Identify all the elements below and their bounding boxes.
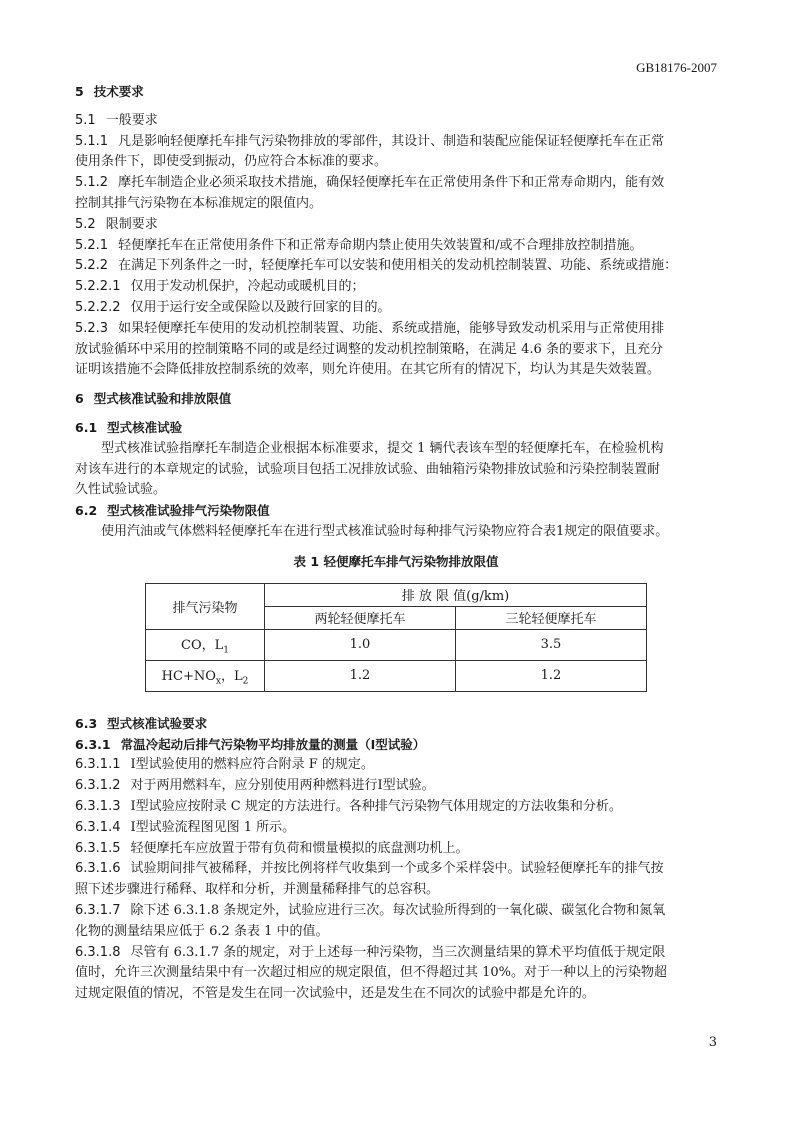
clause-6-3-1-2: 6.3.1.2 对于两用燃料车，应分别使用两种燃料进行Ⅰ型试验。: [75, 778, 435, 794]
section-6-3-heading: 6.3 型式核准试验要求: [75, 715, 208, 731]
standard-number: GB18176-2007: [636, 60, 717, 75]
header-two-wheel: 两轮轻便摩托车: [265, 606, 456, 629]
section-6-1-text-cont2: 久性试验试验。: [75, 482, 167, 498]
clause-5-2-3: 5.2.3 如果轻便摩托车使用的发动机控制装置、功能、系统或措施，能够导致发动机采用与正常使用排: [75, 320, 665, 336]
page-number: 3: [708, 1035, 717, 1050]
clause-5-1-2: 5.1.2 摩托车制造企业必须采取技术措施，确保轻便摩托车在正常使用条件下和正常寿命期内，能有效: [75, 175, 665, 191]
limit-three-wheel: 3.5: [456, 629, 647, 660]
section-6-1-heading: 6.1 型式核准试验: [75, 419, 183, 435]
clause-5-2-3-cont2: 证明该措施不会降低排放控制系统的效率，则允许使用。在其它所有的情况下，均认为其是失效装置。: [75, 362, 661, 378]
clause-6-3-1-7-cont: 化物的测量结果应低于 6.2 条表 1 中的值。: [75, 923, 329, 939]
section-6-2-text: 使用汽油或气体燃料轻便摩托车在进行型式核准试验时每种排气污染物应符合表1规定的限值要求。: [101, 523, 669, 539]
clause-5-2-2-2: 5.2.2.2 仅用于运行安全或保险以及跛行回家的目的。: [75, 299, 391, 315]
limit-two-wheel: 1.2: [265, 660, 456, 691]
clause-6-3-1-5: 6.3.1.5 轻便摩托车应放置于带有负荷和惯量模拟的底盘测功机上。: [75, 840, 469, 856]
clause-6-3-1-7: 6.3.1.7 除下述 6.3.1.8 条规定外，试验应进行三次。每次试验所得到的一氧化碳、碳氢化合物和氮氧: [75, 902, 666, 918]
section-6-title: 6 型式核准试验和排放限值: [75, 391, 232, 407]
emission-limit-table: [145, 583, 647, 692]
clause-6-3-1-8-cont2: 过规定限值的情况，不管是发生在同一次试验中，还是发生在不同次的试验中都是允许的。: [75, 986, 596, 1002]
clause-5-1-1: 5.1.1 凡是影响轻便摩托车排气污染物排放的零部件，其设计、制造和装配应能保证轻便摩托车在正常: [75, 133, 665, 149]
pollutant-cell: CO，$L_1$: [146, 629, 265, 660]
clause-5-2-1: 5.2.1 轻便摩托车在正常使用条件下和正常寿命期内禁止使用失效装置和/或不合理排放控制措施。: [75, 237, 643, 253]
clause-6-3-1-6: 6.3.1.6 试验期间排气被稀释，并按比例将样气收集到一个或多个采样袋中。试验轻便摩托车的排气按: [75, 861, 664, 877]
table-row: [146, 660, 647, 691]
page-content: [75, 82, 717, 1005]
clause-5-2-2: 5.2.2 在满足下列条件之一时，轻便摩托车可以安装和使用相关的发动机控制装置、功能、系统或措施：: [75, 258, 678, 274]
table-row: [146, 629, 647, 660]
section-6-1-text-cont1: 对该车进行的本章规定的试验，试验项目包括工况排放试验、曲轴箱污染物排放试验和污染控制装置耐: [75, 461, 661, 477]
limit-three-wheel: 1.2: [456, 660, 647, 691]
clause-6-3-1-1: 6.3.1.1 Ⅰ型试验使用的燃料应符合附录 F 的规定。: [75, 757, 374, 773]
clause-5-2-3-cont1: 放试验循环中采用的控制策略不同的或是经过调整的发动机控制策略，在满足 4.6 条的要求下，且充分: [75, 341, 663, 357]
clause-5-1-2-cont: 控制其排气污染物在本标准规定的限值内。: [75, 195, 323, 211]
table-caption: 表 1 轻便摩托车排气污染物排放限值: [293, 553, 499, 569]
section-5-1-heading: 5.1 一般要求: [75, 112, 158, 128]
section-6-1-text: 型式核准试验指摩托车制造企业根据本标准要求，提交 1 辆代表该车型的轻便摩托车，在检验机构: [101, 440, 664, 456]
header-pollutant: 排气污染物: [146, 583, 265, 629]
clause-6-3-1-6-cont: 照下述步骤进行稀释、取样和分析，并测量稀释排气的总容积。: [75, 882, 440, 898]
clause-5-1-1-cont: 使用条件下，即使受到振动，仍应符合本标准的要求。: [75, 154, 388, 170]
header-limit: 排 放 限 值(g/km): [265, 583, 647, 606]
header-three-wheel: 三轮轻便摩托车: [456, 606, 647, 629]
section-5-title: 5 技术要求: [75, 84, 144, 99]
section-5-2-heading: 5.2 限制要求: [75, 216, 158, 232]
clause-6-3-1-8: 6.3.1.8 尽管有 6.3.1.7 条的规定，对于上述每一种污染物，当三次测量结果的算术平均值低于规定限: [75, 944, 666, 960]
clause-5-2-2-1: 5.2.2.1 仅用于发动机保护，冷起动或暖机目的；: [75, 279, 365, 295]
section-6-3-1-heading: 6.3.1 常温冷起动后排气污染物平均排放量的测量（Ⅰ型试验）: [75, 736, 426, 752]
clause-6-3-1-4: 6.3.1.4 Ⅰ型试验流程图见图 1 所示。: [75, 819, 296, 835]
section-6-2-heading: 6.2 型式核准试验排气污染物限值: [75, 503, 270, 519]
clause-6-3-1-8-cont1: 值时，允许三次测量结果中有一次超过相应的规定限值，但不得超过其 10%。对于一种以上的污染物超: [75, 965, 668, 981]
pollutant-cell: $HC+NO_x$，$L_2$: [146, 660, 265, 691]
clause-6-3-1-3: 6.3.1.3 Ⅰ型试验应按附录 C 规定的方法进行。各种排气污染物气体用规定的方法收集和分析。: [75, 798, 622, 814]
limit-two-wheel: 1.0: [265, 629, 456, 660]
